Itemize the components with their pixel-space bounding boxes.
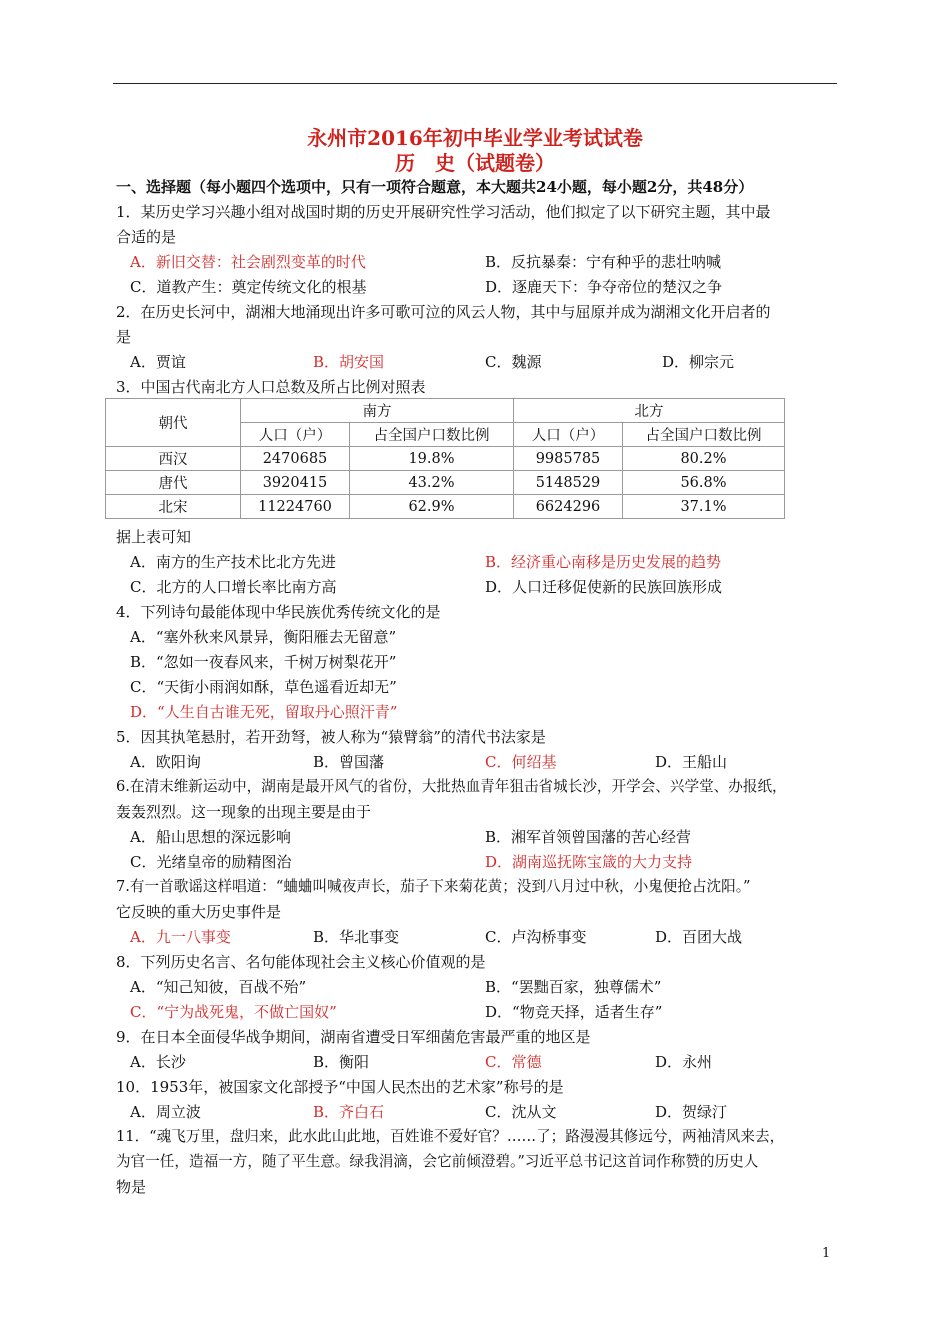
q1-stem-line1: 1．某历史学习兴趣小组对战国时期的历史开展研究性学习活动，他们拟定了以下研究主题，其中最 [116, 203, 771, 221]
table-subheader: 占全国户口数比例 [623, 423, 785, 447]
q7-option-c: C．卢沟桥事变 [485, 928, 587, 946]
q9-option-b: B．衡阳 [313, 1053, 370, 1071]
q7-option-d: D．百团大战 [655, 928, 743, 946]
q4-option-c: C．“天街小雨润如酥，草色遥看近却无” [130, 678, 397, 696]
q9-stem: 9．在日本全面侵华战争期间，湖南省遭受日军细菌危害最严重的地区是 [116, 1028, 591, 1046]
q6-option-b: B．湘军首领曾国藩的苦心经营 [485, 828, 692, 846]
q8-stem: 8．下列历史名言、名句能体现社会主义核心价值观的是 [116, 953, 486, 971]
table-header-south: 南方 [241, 399, 514, 423]
q2-stem-line1: 2．在历史长河中，湖湘大地涌现出许多可歌可泣的风云人物，其中与屈原并成为湖湘文化开启者的 [116, 303, 771, 321]
table-cell: 62.9% [350, 495, 514, 519]
table-row [106, 495, 785, 519]
q10-stem: 10．1953年，被国家文化部授予“中国人民杰出的艺术家”称号的是 [116, 1078, 564, 1096]
table-cell: 9985785 [514, 447, 623, 471]
q6-stem-line2: 轰轰烈烈。这一现象的出现主要是由于 [116, 803, 372, 821]
q6-option-a: A．船山思想的深远影响 [130, 828, 291, 846]
q6-option-c: C．光绪皇帝的励精图治 [130, 853, 292, 871]
q9-option-c: C．常德 [485, 1053, 542, 1071]
q3-option-a: A．南方的生产技术比北方先进 [130, 553, 336, 571]
q10-option-b: B．齐白石 [313, 1103, 385, 1121]
q3-option-b: B．经济重心南移是历史发展的趋势 [485, 553, 722, 571]
table-cell: 6624296 [514, 495, 623, 519]
q4-option-b: B．“忽如一夜春风来，千树万树梨花开” [130, 653, 397, 671]
q7-option-b: B．华北事变 [313, 928, 400, 946]
q2-option-c: C．魏源 [485, 353, 542, 371]
table-subheader: 占全国户口数比例 [350, 423, 514, 447]
q8-option-d: D．“物竞天择，适者生存” [485, 1003, 663, 1021]
table-header-dynasty: 朝代 [106, 399, 241, 447]
table-row [106, 471, 785, 495]
q5-option-d: D．王船山 [655, 753, 728, 771]
population-table [105, 398, 785, 519]
q2-option-b: B．胡安国 [313, 353, 385, 371]
q5-option-a: A．欧阳询 [130, 753, 201, 771]
table-cell: 唐代 [106, 471, 241, 495]
q7-stem-line2: 它反映的重大历史事件是 [116, 903, 282, 921]
q3-follow: 据上表可知 [116, 528, 192, 546]
q4-stem: 4．下列诗句最能体现中华民族优秀传统文化的是 [116, 603, 441, 621]
q1-option-a: A．新旧交替：社会剧烈变革的时代 [130, 253, 366, 271]
q2-stem-line2: 是 [116, 328, 132, 346]
q4-option-d: D．“人生自古谁无死，留取丹心照汗青” [130, 703, 398, 721]
top-rule [113, 83, 837, 84]
q1-option-c: C．道教产生：奠定传统文化的根基 [130, 278, 367, 296]
table-subheader: 人口（户） [514, 423, 623, 447]
q10-option-d: D．贺绿汀 [655, 1103, 728, 1121]
table-cell: 2470685 [241, 447, 350, 471]
exam-subtitle: 历 史（试题卷） [395, 151, 555, 175]
q5-option-c: C．何绍基 [485, 753, 557, 771]
table-cell: 北宋 [106, 495, 241, 519]
q9-option-d: D．永州 [655, 1053, 713, 1071]
table-row [106, 447, 785, 471]
table-cell: 3920415 [241, 471, 350, 495]
q6-stem-line1: 6.在清末维新运动中，湖南是最开风气的省份，大批热血青年狙击省城长沙，开学会、兴学堂、办报纸， [116, 778, 787, 795]
table-cell: 5148529 [514, 471, 623, 495]
q5-stem: 5．因其执笔悬肘，若开劲弩，被人称为“猿臂翁”的清代书法家是 [116, 728, 546, 746]
table-cell: 43.2% [350, 471, 514, 495]
table-cell: 80.2% [623, 447, 785, 471]
q11-stem-line1: 11．“魂飞万里，盘归来，此水此山此地，百姓谁不爱好官？……了；路漫漫其修远兮，两袖清风来去， [116, 1128, 785, 1145]
q3-option-c: C．北方的人口增长率比南方高 [130, 578, 337, 596]
q10-option-a: A．周立波 [130, 1103, 201, 1121]
q2-option-a: A．贾谊 [130, 353, 186, 371]
q7-stem-line1: 7.有一首歌谣这样唱道：“蛐蛐叫喊夜声长，茄子下来菊花黄；没到八月过中秋，小鬼便抢占沈阳。” [116, 878, 751, 895]
q11-stem-line2: 为官一任，造福一方，随了平生意。绿我涓滴，会它前倾澄碧。”习近平总书记这首词作称赞的历史人 [116, 1153, 759, 1170]
q1-stem-line2: 合适的是 [116, 228, 177, 246]
table-cell: 19.8% [350, 447, 514, 471]
page-number: 1 [822, 1246, 831, 1261]
q1-option-b: B．反抗暴秦：宁有种乎的悲壮呐喊 [485, 253, 722, 271]
section-heading: 一、选择题（每小题四个选项中，只有一项符合题意，本大题共24小题，每小题2分，共48分） [116, 178, 754, 196]
q3-stem: 3．中国古代南北方人口总数及所占比例对照表 [116, 378, 426, 396]
q4-option-a: A．“塞外秋来风景异，衡阳雁去无留意” [130, 628, 397, 646]
table-cell: 11224760 [241, 495, 350, 519]
q11-stem-line3: 物是 [116, 1178, 147, 1196]
table-header-north: 北方 [514, 399, 785, 423]
table-cell: 37.1% [623, 495, 785, 519]
table-cell: 56.8% [623, 471, 785, 495]
q8-option-a: A．“知己知彼，百战不殆” [130, 978, 307, 996]
table-cell: 西汉 [106, 447, 241, 471]
q9-option-a: A．长沙 [130, 1053, 186, 1071]
q1-option-d: D．逐鹿天下：争夺帝位的楚汉之争 [485, 278, 723, 296]
q7-option-a: A．九一八事变 [130, 928, 231, 946]
q2-option-d: D．柳宗元 [662, 353, 735, 371]
q6-option-d: D．湖南巡抚陈宝箴的大力支持 [485, 853, 693, 871]
exam-title: 永州市2016年初中毕业学业考试试卷 [307, 126, 643, 150]
table-subheader: 人口（户） [241, 423, 350, 447]
q10-option-c: C．沈从文 [485, 1103, 557, 1121]
q8-option-b: B．“罢黜百家，独尊儒术” [485, 978, 662, 996]
q5-option-b: B．曾国藩 [313, 753, 385, 771]
q8-option-c: C．“宁为战死鬼，不做亡国奴” [130, 1003, 337, 1021]
q3-option-d: D．人口迁移促使新的民族回族形成 [485, 578, 723, 596]
